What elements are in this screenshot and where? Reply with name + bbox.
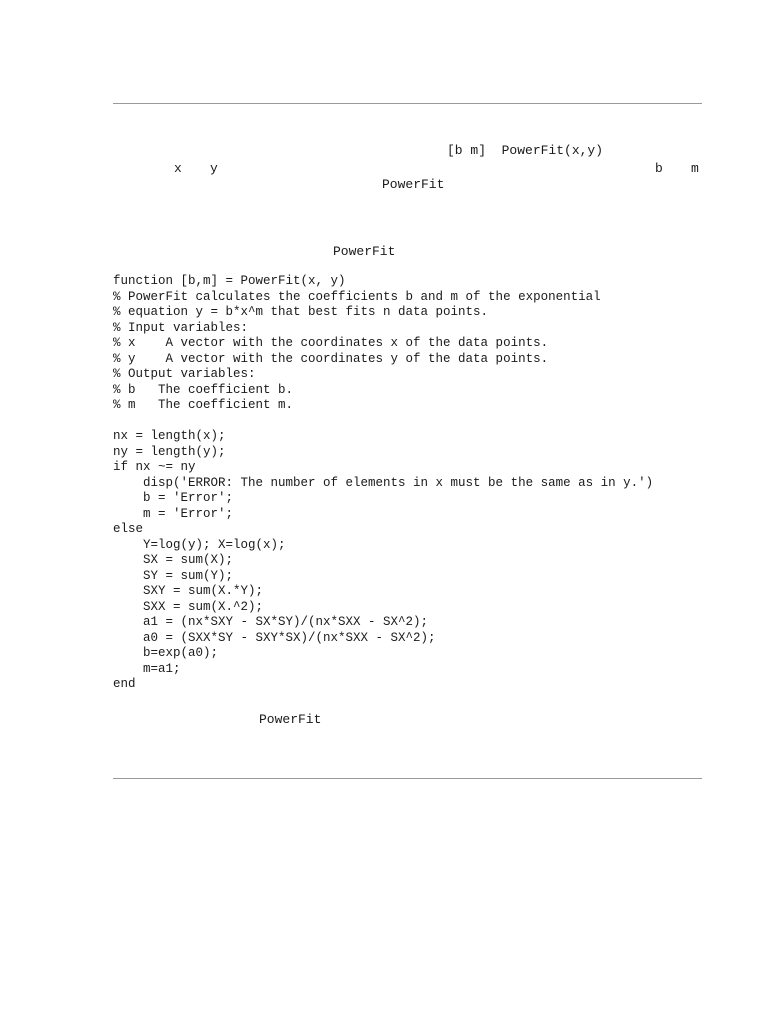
code-listing: [113, 274, 653, 693]
input-var-y: y: [210, 161, 218, 176]
code-line: if nx ~= ny: [113, 460, 196, 474]
code-line: a0 = (SXX*SY - SXY*SX)/(nx*SXX - SX^2);: [113, 630, 436, 645]
code-line: a1 = (nx*SXY - SX*SY)/(nx*SXX - SX^2);: [113, 615, 429, 629]
code-line: SX = sum(X);: [113, 553, 234, 567]
problem-function-name: PowerFit: [382, 177, 445, 192]
code-line: m = 'Error';: [113, 506, 234, 521]
output-coef-m: m: [691, 161, 699, 176]
bottom-divider: [113, 778, 702, 779]
code-line: else: [113, 522, 144, 536]
code-line: % x A vector with the coordinates x of the data points.: [113, 336, 549, 350]
code-line: [113, 414, 653, 430]
code-line: % PowerFit calculates the coefficients b and m of the exponential: [113, 289, 601, 304]
code-line: % Output variables:: [113, 367, 256, 381]
code-line: Y=log(y); X=log(x);: [113, 537, 286, 552]
code-line: function [b,m] = PowerFit(x, y): [113, 274, 346, 288]
code-line: % y A vector with the coordinates y of the data points.: [113, 351, 549, 366]
code-line: % equation y = b*x^m that best fits n data points.: [113, 305, 489, 319]
code-line: SXX = sum(X.^2);: [113, 599, 264, 614]
code-line: m=a1;: [113, 661, 181, 676]
footer-function-name: PowerFit: [259, 712, 322, 727]
top-divider: [113, 103, 702, 104]
code-line: end: [113, 677, 136, 691]
output-coef-b: b: [655, 161, 663, 176]
code-line: % m The coefficient m.: [113, 398, 294, 412]
input-var-x: x: [174, 161, 182, 176]
solution-heading-function: PowerFit: [333, 244, 396, 259]
code-line: ny = length(y);: [113, 444, 226, 459]
code-line: % Input variables:: [113, 320, 249, 335]
code-line: b=exp(a0);: [113, 646, 219, 660]
code-line: b = 'Error';: [113, 491, 234, 505]
code-line: nx = length(x);: [113, 429, 226, 443]
code-line: SY = sum(Y);: [113, 568, 234, 583]
function-signature: [b m] PowerFit(x,y): [447, 143, 604, 158]
code-line: disp('ERROR: The number of elements in x must be the same as in y.'): [113, 475, 654, 490]
code-line: SXY = sum(X.*Y);: [113, 584, 264, 598]
code-line: % b The coefficient b.: [113, 382, 294, 397]
